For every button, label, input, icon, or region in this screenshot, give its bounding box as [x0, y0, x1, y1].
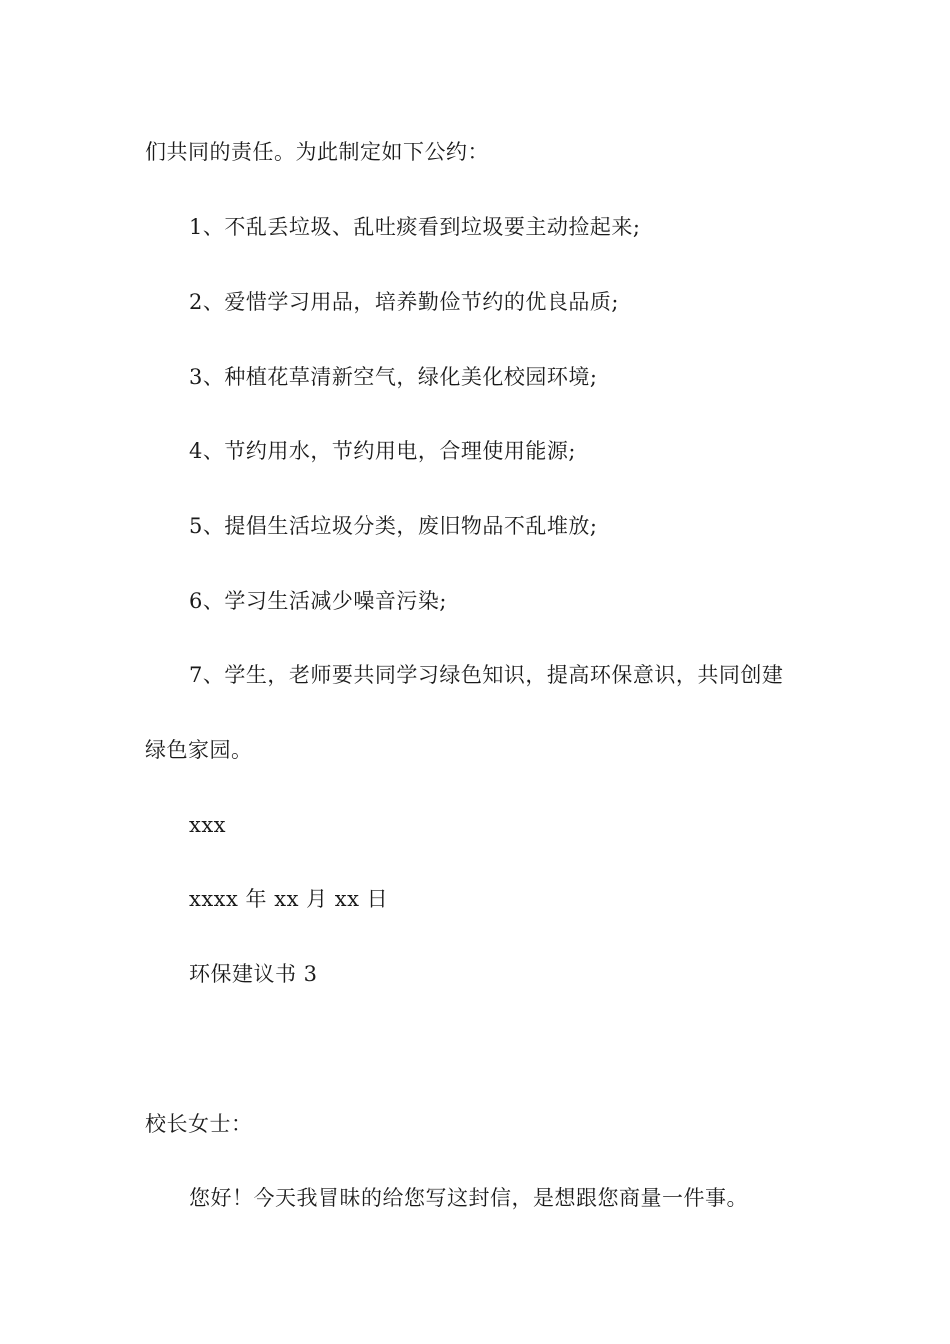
section-title: 环保建议书 3 — [189, 962, 318, 986]
opening-paragraph: 您好！今天我冒昧的给您写这封信，是想跟您商量一件事。 — [189, 1186, 748, 1210]
paragraph-intro-tail: 们共同的责任。为此制定如下公约： — [145, 140, 489, 164]
salutation: 校长女士： — [145, 1112, 253, 1136]
list-item-3: 3、种植花草清新空气，绿化美化校园环境; — [189, 365, 598, 389]
list-item-2: 2、爱惜学习用品，培养勤俭节约的优良品质; — [189, 290, 619, 314]
list-item-7: 7、学生，老师要共同学习绿色知识，提高环保意识，共同创建 — [189, 663, 784, 687]
list-item-7-continuation: 绿色家园。 — [145, 738, 253, 762]
list-item-5: 5、提倡生活垃圾分类，废旧物品不乱堆放; — [189, 514, 598, 538]
list-item-1: 1、不乱丢垃圾、乱吐痰看到垃圾要主动捡起来; — [189, 215, 641, 239]
date-line: xxxx 年 xx 月 xx 日 — [189, 887, 389, 911]
list-item-4: 4、节约用水，节约用电，合理使用能源; — [189, 439, 576, 463]
list-item-6: 6、学习生活减少噪音污染; — [189, 589, 447, 613]
signature: xxx — [189, 813, 227, 837]
